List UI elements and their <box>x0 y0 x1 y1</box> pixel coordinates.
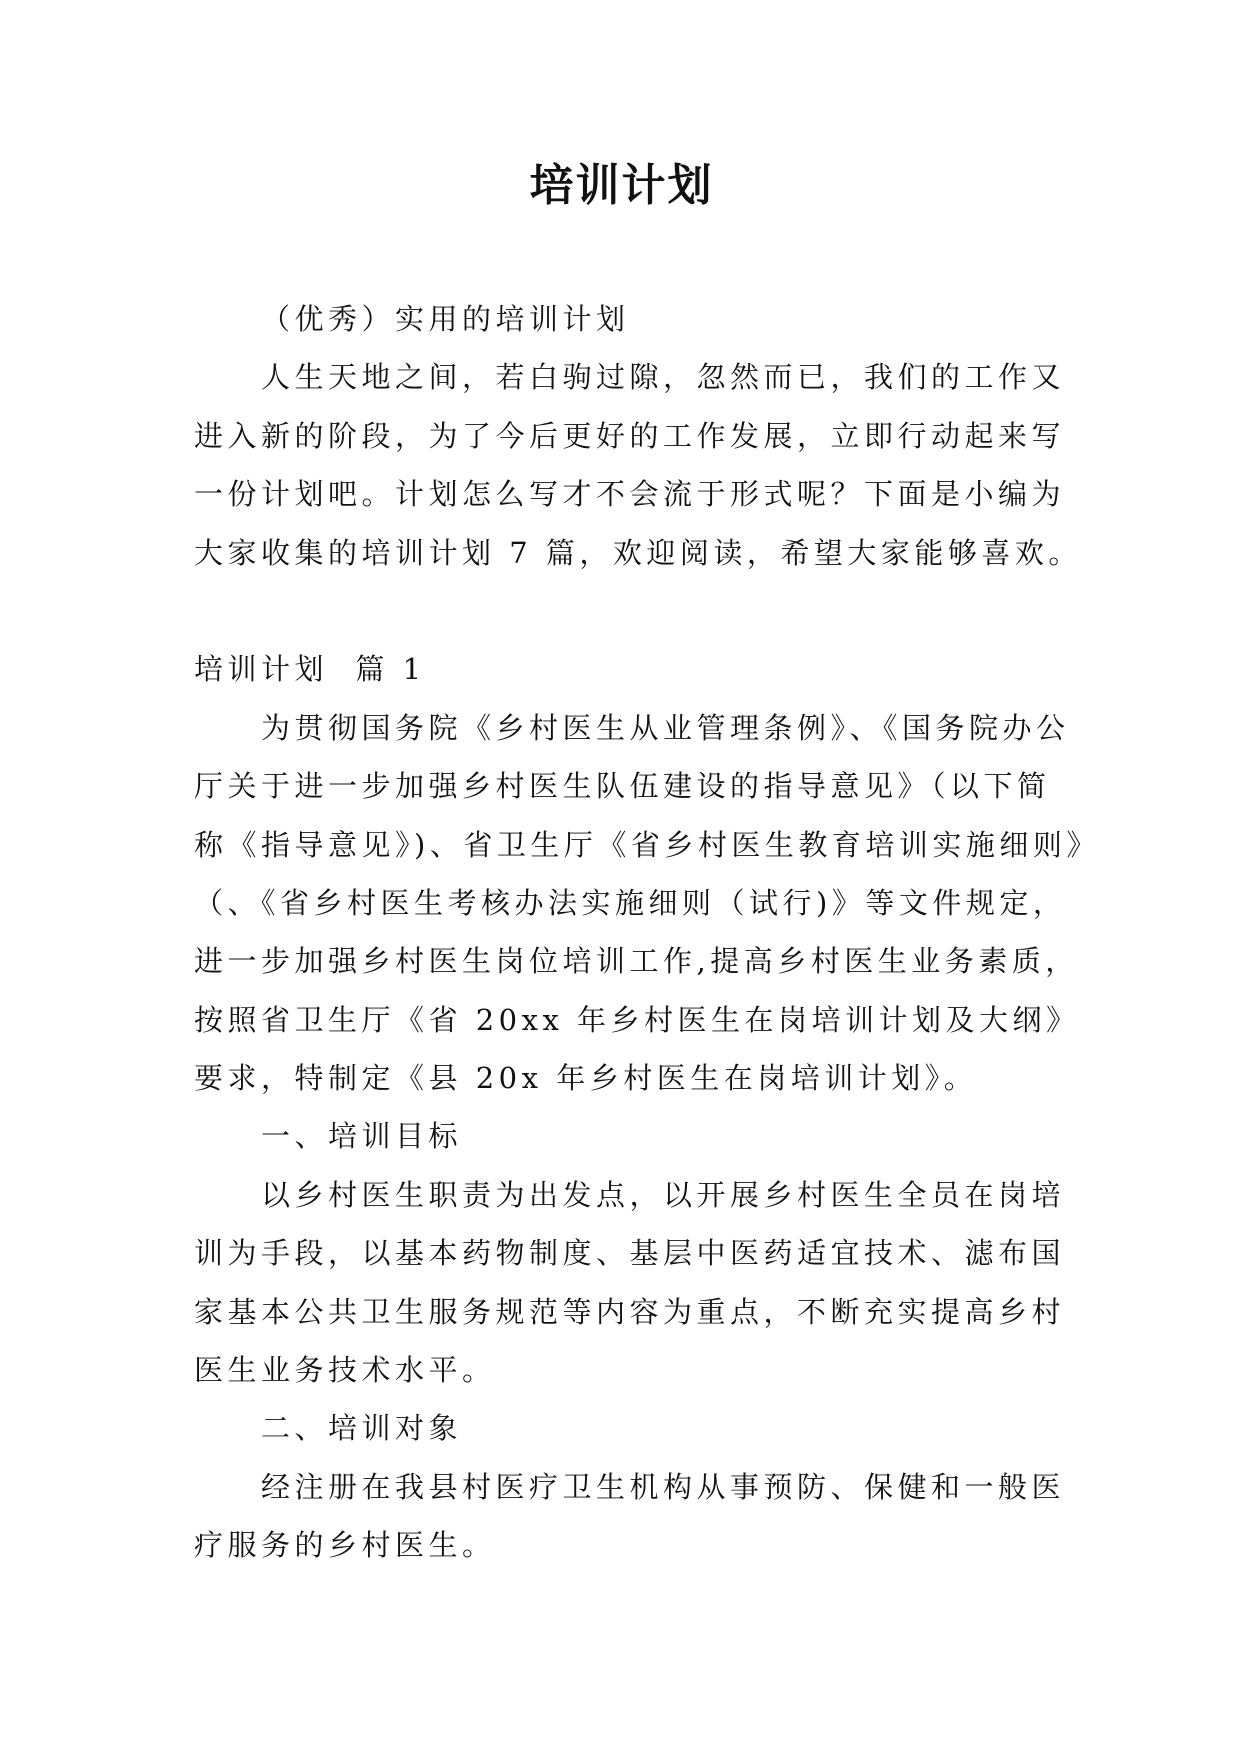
paragraph-line: 称《指导意见》)、省卫生厅《省乡村医生教育培训实施细则》 <box>194 827 1100 862</box>
intro-paragraph <box>194 348 1174 582</box>
paragraph-line: 厅关于进一步加强乡村医生队伍建设的指导意见》（以下简 <box>194 769 1051 804</box>
section-paragraph <box>194 1166 1174 1400</box>
paragraph-line: 进入新的阶段，为了今后更好的工作发展，立即行动起来写 <box>194 418 1066 453</box>
paragraph-line: 大家收集的培训计划 7 篇，欢迎阅读，希望大家能够喜欢。 <box>194 535 1082 570</box>
section-paragraph <box>194 1458 1174 1575</box>
paragraph-line: 人生天地之间，若白驹过隙，忽然而已，我们的工作又 <box>261 360 1066 395</box>
document-title: 培训计划 <box>529 160 714 211</box>
intro-heading: （优秀）实用的培训计划 <box>261 302 630 336</box>
paragraph-line: （、《省乡村医生考核办法实施细则（试行)》等文件规定， <box>194 885 1067 920</box>
paragraph-line: 疗服务的乡村医生。 <box>194 1528 496 1563</box>
paragraph-line: 要求，特制定《县 20x 年乡村医生在岗培训计划》。 <box>194 1061 978 1096</box>
paragraph-line: 医生业务技术水平。 <box>194 1353 496 1388</box>
paragraph-line: 训为手段，以基本药物制度、基层中医药适宜技术、滤布国 <box>194 1236 1066 1271</box>
document-body <box>194 290 1174 1575</box>
paragraph-line: 进一步加强乡村医生岗位培训工作,提高乡村医生业务素质， <box>194 944 1079 979</box>
article-paragraph <box>194 699 1174 1108</box>
section-heading: 二、培训对象 <box>261 1411 463 1446</box>
paragraph-line: 经注册在我县村医疗卫生机构从事预防、保健和一般医 <box>261 1469 1066 1504</box>
paragraph-line: 以乡村医生职责为出发点，以开展乡村医生全员在岗培 <box>261 1177 1066 1212</box>
paragraph-line: 家基本公共卫生服务规范等内容为重点，不断充实提高乡村 <box>194 1294 1066 1329</box>
blank-line <box>194 582 1174 640</box>
paragraph-line: 按照省卫生厅《省 20xx 年乡村医生在岗培训计划及大纲》 <box>194 1002 1080 1037</box>
paragraph-line: 一份计划吧。计划怎么写才不会流于形式呢？下面是小编为 <box>194 477 1066 512</box>
article-heading: 培训计划 篇 1 <box>194 652 426 687</box>
section-heading: 一、培训目标 <box>261 1119 463 1154</box>
paragraph-line: 为贯彻国务院《乡村医生从业管理条例》、《国务院办公 <box>261 710 1070 745</box>
